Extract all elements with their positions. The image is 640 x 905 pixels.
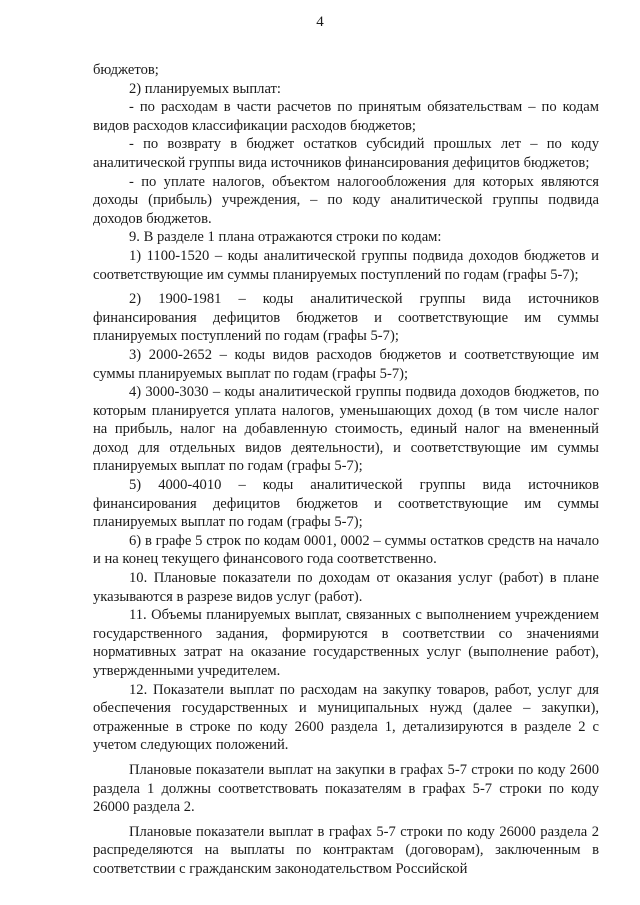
document-body: [93, 61, 599, 879]
paragraph-item-9-4: 4) 3000-3030 – коды аналитической группы подвида доходов бюджетов, по которым планируется уплата налогов, уменьшающих доход (в том числе налог на прибыль, налог на добавленную стоимость, единый налог на вмененный доход для отдельных видов деятельности), и соответствующие им суммы планируемых выплат по годам (графы 5-7);: [93, 384, 599, 475]
paragraph-item-9-3: 3) 2000-2652 – коды видов расходов бюджетов и соответствующие им суммы планируемых выплат по годам (графы 5-7);: [93, 346, 599, 382]
page-number: 4: [316, 14, 324, 30]
paragraph-item-9-5: 5) 4000-4010 – коды аналитической группы вида источников финансирования дефицитов бюджетов и соответствующие им суммы планируемых выплат по годам (графы 5-7);: [93, 477, 599, 531]
paragraph-item-9-6: 6) в графе 5 строк по кодам 0001, 0002 – суммы остатков средств на начало и на конец текущего финансового года соответственно.: [93, 532, 599, 568]
paragraph-taxes: - по уплате налогов, объектом налогообложения для которых являются доходы (прибыль) учреждения, – по коду аналитической группы подвида доходов бюджетов.: [93, 173, 599, 227]
paragraph-subsidy-return: - по возврату в бюджет остатков субсидий прошлых лет – по коду аналитической группы вида источников финансирования дефицитов бюджетов;: [93, 136, 599, 171]
paragraph-item-9: 9. В разделе 1 плана отражаются строки по кодам:: [129, 229, 442, 246]
paragraph-planned-payments: 2) планируемых выплат:: [129, 80, 281, 97]
paragraph-item-10: 10. Плановые показатели по доходам от оказания услуг (работ) в плане указываются в разрезе видов услуг (работ).: [93, 570, 599, 605]
paragraph-item-12: 12. Показатели выплат по расходам на закупку товаров, работ, услуг для обеспечения государственных и муниципальных нужд (далее – закупки), отраженные в строке по коду 2600 раздела 1, детализируются в разделе 2 с учетом следующих положений.: [93, 681, 599, 754]
paragraph-item-9-1: 1) 1100-1520 – коды аналитической группы подвида доходов бюджетов и соответствующие им суммы планируемых поступлений по годам (графы 5-7);: [93, 247, 599, 283]
paragraph-continuation: бюджетов;: [93, 62, 159, 78]
paragraph-item-9-2: 2) 1900-1981 – коды аналитической группы вида источников финансирования дефицитов бюджетов и соответствующие им суммы планируемых поступлений по годам (графы 5-7);: [93, 291, 599, 345]
paragraph-procurement-2600: Плановые показатели выплат на закупки в графах 5-7 строки по коду 2600 раздела 1 должны соответствовать показателям в графах 5-7 строки по коду 26000 раздела 2.: [93, 761, 599, 816]
paragraph-procurement-26000: Плановые показатели выплат в графах 5-7 строки по коду 26000 раздела 2 распределяются на выплаты по контрактам (договорам), заключенным в соответствии с гражданским законодательством Российской: [93, 823, 599, 877]
paragraph-expenses-obligations: - по расходам в части расчетов по принятым обязательствам – по кодам видов расходов классификации расходов бюджетов;: [93, 99, 599, 134]
paragraph-item-11: 11. Объемы планируемых выплат, связанных с выполнением учреждением государственного задания, формируются в соответствии со значениями нормативных затрат на оказание государственных услуг (выполнение работ), утвержденными учредителем.: [93, 607, 599, 679]
